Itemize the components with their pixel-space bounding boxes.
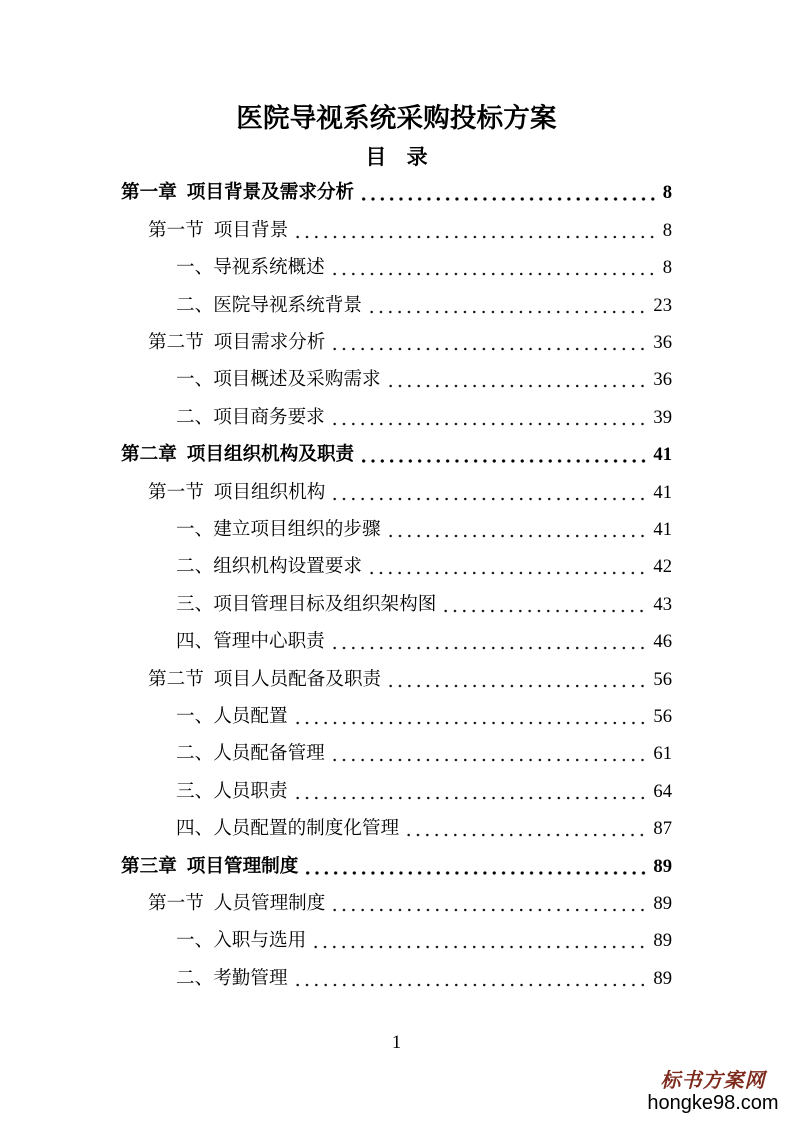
toc-entry-page: 87 <box>653 818 672 840</box>
toc-dot-leader <box>367 287 646 324</box>
toc-entry-title: 考勤管理 <box>213 967 288 989</box>
toc-entry-subsection <box>176 810 672 847</box>
toc-entry-title: 项目管理制度 <box>186 855 299 877</box>
toc-entry-title: 项目组织机构 <box>213 481 326 503</box>
toc-entry-number: 一、 <box>176 369 214 391</box>
toc-entry-subsection <box>176 735 672 772</box>
toc-entry-number: 三、 <box>176 780 214 802</box>
toc-entry-page: 39 <box>653 406 672 428</box>
toc-entry-page: 36 <box>653 331 672 353</box>
toc-entry-number: 第二章 <box>121 444 177 466</box>
toc-entry-title: 项目管理目标及组织架构图 <box>213 593 437 615</box>
toc-entry-subsection <box>176 922 672 959</box>
toc-dot-leader <box>330 623 647 660</box>
toc-entry-section <box>148 885 672 922</box>
watermark-logo <box>633 1069 793 1115</box>
toc-dot-leader <box>330 735 647 772</box>
toc-entry-page: 43 <box>653 593 672 615</box>
toc-dot-leader <box>330 324 646 361</box>
toc-dot-leader <box>293 773 647 810</box>
toc-dot-leader <box>311 922 646 959</box>
toc-entry-number: 四、 <box>176 818 214 840</box>
toc-entry-chapter <box>121 436 672 473</box>
toc-dot-leader <box>293 698 647 735</box>
toc-dot-leader <box>386 661 646 698</box>
toc-entry-number: 第一章 <box>121 182 177 204</box>
toc-entry-title: 项目商务要求 <box>213 406 325 428</box>
toc-entry-page: 36 <box>653 369 672 391</box>
toc-entry-section <box>148 474 672 511</box>
toc-entry-number: 一、 <box>176 705 214 727</box>
toc-entry-number: 二、 <box>176 743 214 765</box>
toc-dot-leader <box>330 885 646 922</box>
toc-entry-page: 41 <box>653 518 672 540</box>
watermark-site-text: hongke98.com <box>647 1092 779 1114</box>
toc-entry-title: 项目人员配备及职责 <box>213 668 382 690</box>
toc-entry-subsection <box>176 960 672 997</box>
toc-entry-section <box>148 212 672 249</box>
toc-entry-chapter <box>121 848 672 885</box>
toc-entry-subsection <box>176 399 672 436</box>
toc-entry-title: 管理中心职责 <box>213 631 325 653</box>
toc-entry-number: 三、 <box>176 593 214 615</box>
toc-entry-section <box>148 324 672 361</box>
toc-entry-page: 89 <box>653 855 672 877</box>
toc-dot-leader <box>386 511 647 548</box>
toc-heading: 目 录 <box>365 145 428 169</box>
toc-entry-number: 第一节 <box>148 219 204 241</box>
toc-entry-title: 人员配置的制度化管理 <box>213 818 400 840</box>
toc-list <box>0 174 793 997</box>
toc-entry-page: 8 <box>662 257 672 279</box>
toc-entry-page: 46 <box>653 631 672 653</box>
toc-dot-leader <box>386 361 647 398</box>
document-title: 医院导视系统采购投标方案 <box>236 103 557 133</box>
toc-entry-title: 项目组织机构及职责 <box>186 444 355 466</box>
toc-entry-page: 89 <box>653 930 672 952</box>
toc-entry-title: 入职与选用 <box>213 930 307 952</box>
toc-entry-title: 建立项目组织的步骤 <box>213 518 381 540</box>
toc-entry-title: 项目背景及需求分析 <box>186 182 355 204</box>
toc-entry-number: 一、 <box>176 930 214 952</box>
toc-entry-page: 89 <box>653 967 672 989</box>
toc-entry-subsection <box>176 548 672 585</box>
toc-entry-subsection <box>176 361 672 398</box>
toc-entry-title: 医院导视系统背景 <box>213 294 362 316</box>
toc-entry-title: 人员管理制度 <box>213 893 326 915</box>
toc-entry-page: 41 <box>653 444 672 466</box>
toc-entry-number: 二、 <box>176 294 214 316</box>
toc-entry-subsection <box>176 249 672 286</box>
toc-entry-page: 41 <box>653 481 672 503</box>
toc-entry-page: 8 <box>662 219 672 241</box>
toc-entry-title: 项目概述及采购需求 <box>213 369 381 391</box>
toc-entry-chapter <box>121 174 672 211</box>
toc-entry-subsection <box>176 511 672 548</box>
toc-entry-title: 项目背景 <box>213 219 289 241</box>
toc-entry-number: 第二节 <box>148 668 204 690</box>
toc-entry-subsection <box>176 773 672 810</box>
toc-entry-number: 一、 <box>176 518 214 540</box>
toc-entry-number: 四、 <box>176 631 214 653</box>
toc-dot-leader <box>404 810 646 847</box>
toc-entry-page: 42 <box>653 556 672 578</box>
toc-entry-number: 第二节 <box>148 331 204 353</box>
toc-entry-title: 人员职责 <box>213 780 288 802</box>
toc-entry-page: 56 <box>653 705 672 727</box>
toc-entry-number: 第三章 <box>121 855 177 877</box>
page-number: 1 <box>391 1032 402 1053</box>
toc-entry-subsection <box>176 698 672 735</box>
toc-entry-number: 第一节 <box>148 893 204 915</box>
toc-dot-leader <box>330 474 646 511</box>
toc-dot-leader <box>303 848 646 885</box>
toc-entry-title: 组织机构设置要求 <box>213 556 362 578</box>
toc-dot-leader <box>441 586 646 623</box>
toc-entry-number: 一、 <box>176 257 214 279</box>
toc-entry-page: 56 <box>653 668 672 690</box>
toc-entry-section <box>148 661 672 698</box>
toc-entry-number: 二、 <box>176 406 214 428</box>
toc-dot-leader <box>330 249 656 286</box>
toc-entry-page: 23 <box>653 294 672 316</box>
toc-entry-page: 89 <box>653 893 672 915</box>
toc-entry-subsection <box>176 623 672 660</box>
watermark-brand-text: 标书方案网 <box>660 1068 766 1092</box>
toc-entry-title: 导视系统概述 <box>213 257 325 279</box>
toc-entry-title: 人员配备管理 <box>213 743 325 765</box>
toc-entry-page: 64 <box>653 780 672 802</box>
toc-dot-leader <box>330 399 647 436</box>
toc-entry-number: 二、 <box>176 967 214 989</box>
toc-entry-page: 8 <box>662 182 672 204</box>
toc-dot-leader <box>293 960 647 997</box>
toc-entry-number: 第一节 <box>148 481 204 503</box>
toc-dot-leader <box>359 174 656 211</box>
toc-entry-number: 二、 <box>176 556 214 578</box>
toc-dot-leader <box>293 212 656 249</box>
toc-dot-leader <box>359 436 646 473</box>
toc-entry-page: 61 <box>653 743 672 765</box>
toc-entry-subsection <box>176 287 672 324</box>
toc-entry-title: 人员配置 <box>213 705 288 727</box>
toc-entry-title: 项目需求分析 <box>213 331 326 353</box>
toc-dot-leader <box>367 548 646 585</box>
toc-entry-subsection <box>176 586 672 623</box>
